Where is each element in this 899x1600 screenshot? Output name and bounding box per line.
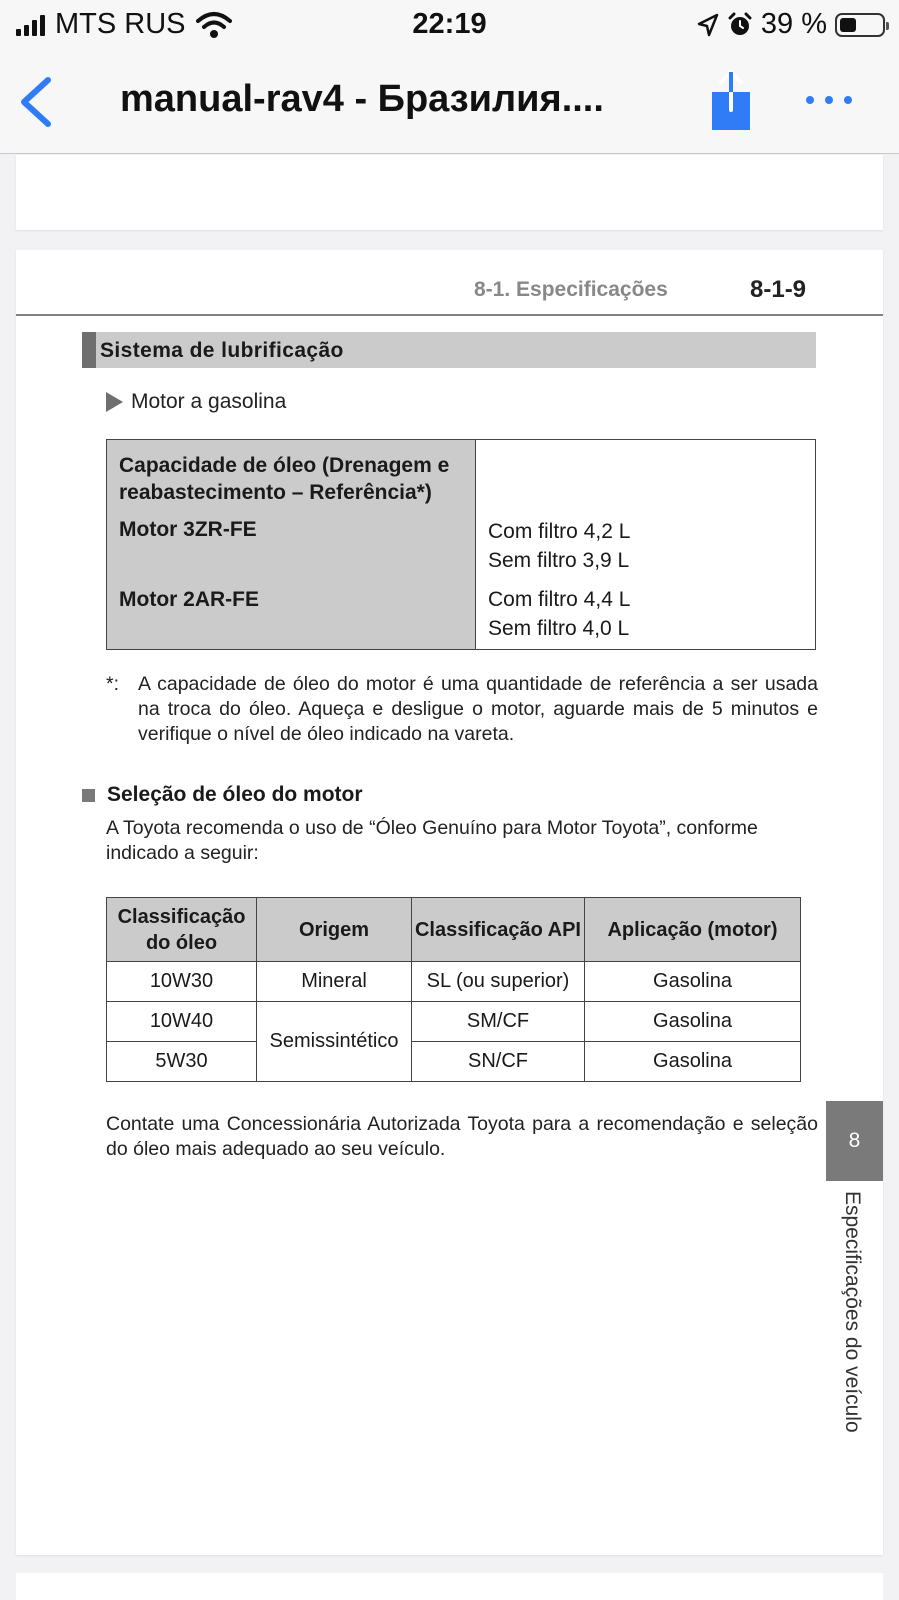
- contact-text: Contate uma Concessionária Autorizada Toyota para a recomendação e seleção do óleo mais adequado ao seu veículo.: [106, 1113, 818, 1160]
- selection-heading-text: Seleção de óleo do motor: [107, 783, 363, 806]
- section-title-bar: [82, 332, 816, 368]
- chapter-tab-label: Especificações do veículo: [841, 1191, 864, 1433]
- oil-table-heading: Capacidade de óleo (Drenagem e reabastecimento – Referência*): [119, 454, 450, 504]
- table-cell: Gasolina: [585, 1002, 801, 1042]
- table-header-row: [107, 898, 801, 962]
- subheading: [106, 390, 286, 414]
- back-button[interactable]: [14, 74, 64, 130]
- table-cell: 10W40: [107, 1002, 257, 1042]
- footnote-text: A capacidade de óleo do motor é uma quantidade de referência a ser usada na troca do óleo. Aqueça e desligue o motor, aguarde mais de 5 minutos e verifique o nível de óleo indicado na vareta.: [138, 673, 818, 745]
- table-cell: SM/CF: [412, 1002, 585, 1042]
- table-row: [107, 962, 801, 1002]
- chapter-tab-number: 8: [826, 1101, 883, 1181]
- column-header: Classificação API: [412, 898, 585, 962]
- oil-value: Com filtro 4,4 L: [488, 588, 631, 611]
- column-header: Aplicação (motor): [585, 898, 801, 962]
- chevron-left-icon: [24, 80, 48, 124]
- carrier-name: MTS RUS: [55, 8, 186, 40]
- table-cell: Gasolina: [585, 1042, 801, 1082]
- section-title: Sistema de lubrificação: [100, 339, 344, 362]
- engine-label: Motor 3ZR-FE: [119, 518, 257, 541]
- oil-classification-table: [106, 897, 801, 1082]
- triangle-bullet-icon: [106, 392, 123, 412]
- battery-icon: [835, 13, 885, 37]
- page-header: [16, 250, 883, 316]
- table-row: [107, 1002, 801, 1042]
- selection-body: A Toyota recomenda o uso de “Óleo Genuíno para Motor Toyota”, conforme indicado a seguir:: [106, 817, 758, 864]
- subheading-text: Motor a gasolina: [131, 390, 287, 413]
- alarm-icon: [727, 12, 753, 38]
- oil-table-value-column: [476, 440, 814, 649]
- footnote-mark: *:: [106, 673, 120, 695]
- engine-label: Motor 2AR-FE: [119, 588, 259, 611]
- square-bullet-icon: [82, 789, 95, 802]
- more-dots-icon: [806, 96, 852, 104]
- document-title: manual-rav4 - Бразилия....: [120, 78, 604, 120]
- clock: 22:19: [412, 8, 487, 40]
- table-cell: Semissintético: [257, 1002, 412, 1082]
- oil-value: Com filtro 4,2 L: [488, 520, 631, 543]
- footnote: [106, 672, 818, 747]
- share-button[interactable]: [708, 68, 754, 134]
- next-page: [16, 1573, 883, 1600]
- previous-page: [16, 155, 883, 230]
- oil-value: Sem filtro 4,0 L: [488, 617, 630, 640]
- table-cell: 5W30: [107, 1042, 257, 1082]
- table-cell: SL (ou superior): [412, 962, 585, 1002]
- table-cell: Gasolina: [585, 962, 801, 1002]
- location-arrow-icon: [697, 13, 719, 37]
- oil-capacity-table: [106, 439, 816, 650]
- table-cell: Mineral: [257, 962, 412, 1002]
- table-row: [107, 1042, 801, 1082]
- oil-table-label-column: [107, 440, 476, 649]
- table-cell: 10W30: [107, 962, 257, 1002]
- status-right: [697, 8, 885, 41]
- share-icon: [712, 72, 750, 130]
- battery-percent: 39 %: [760, 8, 827, 40]
- column-header: Origem: [257, 898, 412, 962]
- document-page: [16, 250, 883, 1555]
- status-bar: [0, 0, 899, 50]
- selection-heading: [82, 783, 363, 807]
- table-cell: SN/CF: [412, 1042, 585, 1082]
- column-header: Classificação do óleo: [107, 898, 257, 962]
- header-page-number: 8-1-9: [750, 276, 807, 303]
- more-button[interactable]: [804, 90, 854, 110]
- navigation-bar: [0, 50, 899, 154]
- battery-level: [840, 18, 856, 32]
- header-section: 8-1. Especificações: [474, 278, 668, 301]
- oil-value: Sem filtro 3,9 L: [488, 549, 630, 572]
